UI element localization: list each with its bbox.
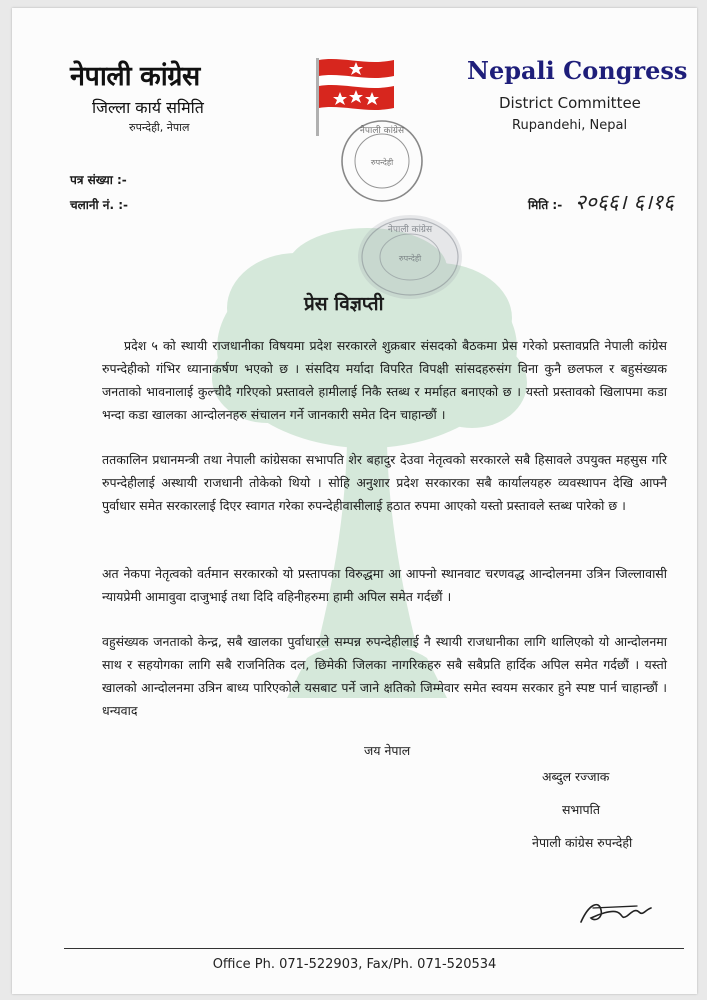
signatory-role: सभापति bbox=[562, 802, 600, 817]
handwritten-signature-icon bbox=[577, 896, 657, 930]
footer-divider bbox=[64, 948, 684, 949]
office-seal-stamp-icon bbox=[339, 118, 425, 204]
location-english: Rupandehi, Nepal bbox=[512, 118, 628, 133]
party-name-english: Nepali Congress bbox=[467, 56, 688, 85]
date-label: मिति :- bbox=[528, 198, 563, 212]
committee-name-nepali: जिल्ला कार्य समिति bbox=[92, 98, 204, 117]
stamp-center-text: रुपन्देही bbox=[370, 158, 394, 167]
signatory-organization: नेपाली कांग्रेस रुपन्देही bbox=[532, 835, 633, 850]
committee-name-english: District Committee bbox=[499, 94, 641, 112]
date-value: २०६६। ६।१६ bbox=[575, 190, 675, 214]
body-paragraph-1: प्रदेश ५ को स्थायी राजधानीका विषयमा प्रदेश सरकारले शुक्रबार संसदको बैठकमा प्रेस गरेको प्रस्तावप्रति नेपाली कांग्रेस रुपन्देहीको गंभिर ध्यानाकर्षण भएको छ । संसदिय मर्यादा विपरित विपक्षी सांसदहरुसंग विना कुनै छलफल र बहुसंख्यक जनताको भावनालाई कुल्चीदै गरिएको प्रस्तावले हामीलाई निकै स्तब्ध र मर्माहत बनाएको छ । यस्तो प्रस्तावको खिलापमा कडा भन्दा कडा खालका आन्दोलनहरु संचालन गर्ने जानकारी समेत दिन चाहान्छौं । bbox=[102, 338, 667, 422]
body-paragraph-3: अत नेकपा नेतृत्वको वर्तमान सरकारको यो प्रस्तापका विरुद्धमा आ आफ्नो स्थानवाट चरणवद्ध आन्दोलनमा उत्रिन जिल्लावासी न्यायप्रेमी आमावुवा दाजुभाई तथा दिदि वहिनीहरुमा हामी अपिल समेत गर्दछौं । bbox=[102, 566, 667, 604]
faint-stamp-top-text: नेपाली कांग्रेस bbox=[387, 225, 433, 235]
faint-seal-stamp-icon bbox=[355, 212, 465, 302]
press-release-title: प्रेस विज्ञप्ती bbox=[304, 293, 384, 315]
dispatch-number-label: चलानी नं. :- bbox=[70, 198, 128, 212]
stamp-top-text: नेपाली कांग्रेस bbox=[359, 126, 405, 136]
body-paragraph-4: वहुसंख्यक जनताको केन्द्र, सबै खालका पुर्वाधारले सम्पन्न रुपन्देहीलाई नै स्थायी राजधानीका लागि थालिएको यो आन्दोलनमा साथ र सहयोगका लागि सबै राजनितिक दल, छिमेकी जिलका नागरिकहरु सबै सबैप्रति हार्दिक अपिल समेत गर्दछौं । यस्तो खालको आन्दोलनमा उत्रिन बाध्य पारिएकोले यसबाट पर्ने जाने क्षतिको जिम्मेवार समेत स्वयम सरकार हुने स्पष्ट पार्न चाहान्छौं । धन्यवाद bbox=[102, 634, 667, 718]
closing-salutation: जय नेपाल bbox=[364, 743, 411, 758]
party-name-nepali: नेपाली कांग्रेस bbox=[70, 61, 200, 92]
footer-contact: Office Ph. 071-522903, Fax/Ph. 071-520534 bbox=[212, 957, 497, 972]
location-nepali: रुपन्देही, नेपाल bbox=[129, 121, 190, 134]
letter-number-label: पत्र संख्या :- bbox=[70, 173, 127, 187]
letterhead-page bbox=[12, 8, 697, 994]
body-paragraph-2: ततकालिन प्रधानमन्त्री तथा नेपाली कांग्रेसका सभापति शेर बहादुर देउवा नेतृत्वको सरकारले सबै हिसावले उपयुक्त महसुस गरि रुपन्देहीलाई अस्थायी राजधानी तोकेको थियो । सोहि अनुशार प्रदेश सरकारका सबै कार्यालयहरु व्यवस्थापन देखि आफ्नै पुर्वाधार समेत सरकारलाई दिएर स्वागत गरेका रुपन्देहीवासीलाई हठात रुपमा आएको यस्तो प्रस्तावले स्तब्ध पारेको छ । bbox=[102, 452, 667, 513]
signatory-name: अब्दुल रज्जाक bbox=[542, 769, 610, 784]
faint-stamp-center-text: रुपन्देही bbox=[398, 254, 422, 263]
